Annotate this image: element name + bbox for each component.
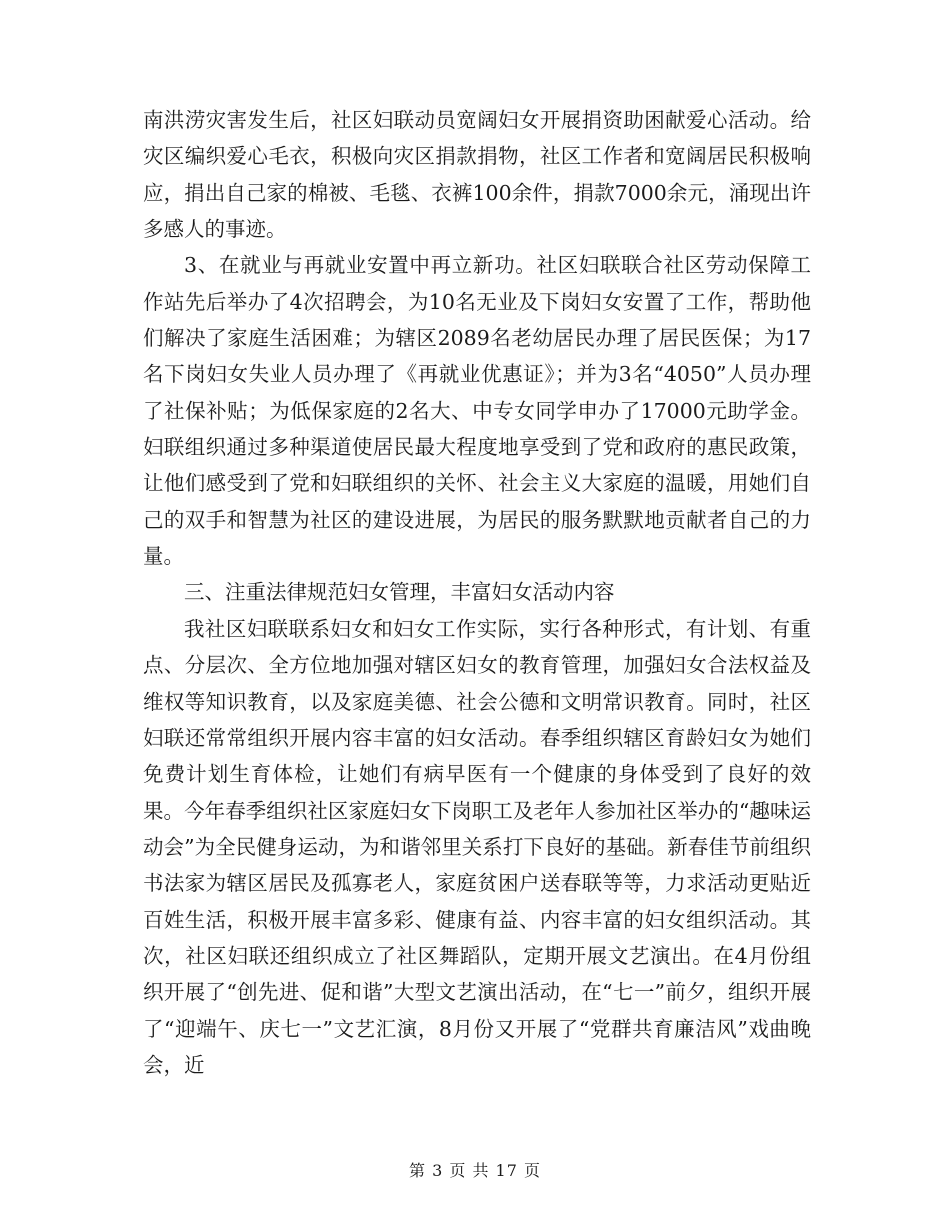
paragraph-flood-relief: 南洪涝灾害发生后，社区妇联动员宽阔妇女开展捐资助困献爱心活动。给灾区编织爱心毛衣，积极向灾区捐款捐物，社区工作者和宽阔居民积极响应，捐出自己家的棉被、毛毯、衣裤100余件，捐款7000余元，涌现出许多感人的事迹。 [143,108,811,242]
section-heading-three: 三、注重法律规范妇女管理，丰富妇女活动内容 [184,580,615,605]
paragraph-employment: 3、在就业与再就业安置中再立新功。社区妇联联合社区劳动保障工作站先后举办了4次招聘会，为10名无业及下岗妇女安置了工作，帮助他们解决了家庭生活困难；为辖区2089名老幼居民办理了居民医保；为17名下岗妇女失业人员办理了《再就业优惠证》；并为3名“4050”人员办理了社保补贴；为低保家庭的2名大、中专女同学申办了17000元助学金。妇联组织通过多种渠道使居民最大程度地享受到了党和政府的惠民政策，让他们感受到了党和妇联组织的关怀、社会主义大家庭的温暖，用她们自己的双手和智慧为社区的建设进展，为居民的服务默默地贡献者自己的力量。 [143,253,811,569]
paragraph-women-activities: 我社区妇联联系妇女和妇女工作实际，实行各种形式，有计划、有重点、分层次、全方位地加强对辖区妇女的教育管理，加强妇女合法权益及维权等知识教育，以及家庭美德、社会公德和文明常识教育。同时，社区妇联还常常组织开展内容丰富的妇女活动。春季组织辖区育龄妇女为她们免费计划生育体检，让她们有病早医有一个健康的身体受到了良好的效果。今年春季组织社区家庭妇女下岗职工及老年人参加社区举办的“趣味运动会”为全民健身运动，为和谐邻里关系打下良好的基础。新春佳节前组织书法家为辖区居民及孤寡老人，家庭贫困户送春联等等，力求活动更贴近百姓生活，积极开展丰富多彩、健康有益、内容丰富的妇女组织活动。其次，社区妇联还组织成立了社区舞蹈队，定期开展文艺演出。在4月份组织开展了“创先进、促和谐”大型文艺演出活动，在“七一”前夕，组织开展了“迎端午、庆七一”文艺汇演，8月份又开展了“党群共育廉洁风”戏曲晚会，近 [143,616,811,1077]
page-number-footer: 第 3 页 共 17 页 [409,1161,541,1180]
document-body [143,102,811,1083]
